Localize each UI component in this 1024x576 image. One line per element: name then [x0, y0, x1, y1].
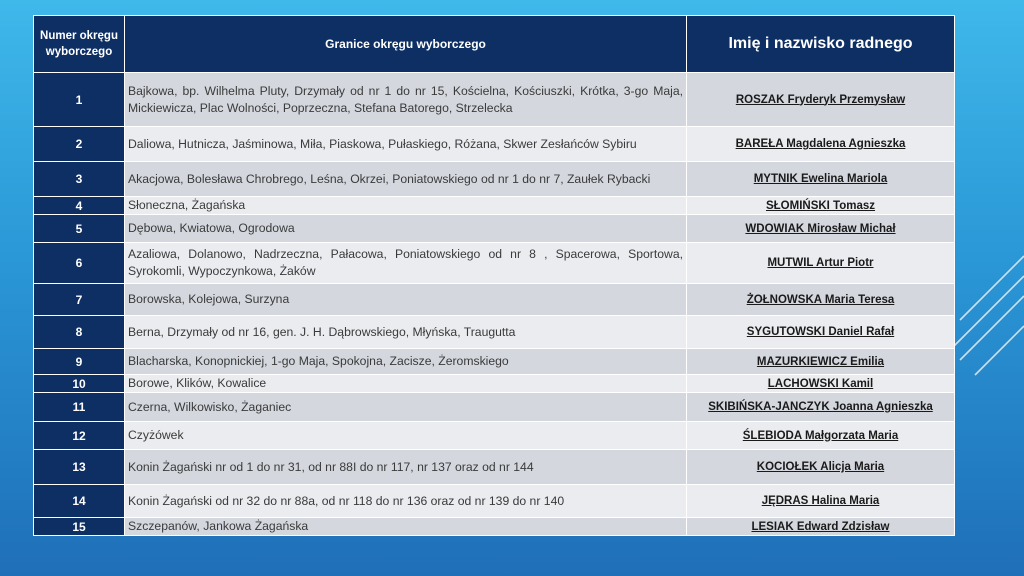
district-number: 2 [34, 127, 125, 162]
table-row [34, 349, 955, 375]
district-boundaries: Konin Żagański od nr 32 do nr 88a, od nr 118 do nr 136 oraz od nr 139 do nr 140 [125, 485, 687, 518]
district-number: 14 [34, 485, 125, 518]
councillor-name: MUTWIL Artur Piotr [687, 243, 955, 284]
electoral-districts-table [33, 15, 955, 536]
councillor-name: WDOWIAK Mirosław Michał [687, 215, 955, 243]
district-boundaries: Azaliowa, Dolanowo, Nadrzeczna, Pałacowa, Poniatowskiego od nr 8 , Spacerowa, Sportowa, Syrokomli, Wypoczynkowa, Żaków [125, 243, 687, 284]
district-number: 10 [34, 375, 125, 393]
councillor-name: ŚLEBIODA Małgorzata Maria [687, 422, 955, 450]
table-row [34, 450, 955, 485]
district-number: 15 [34, 518, 125, 536]
district-boundaries: Czerna, Wilkowisko, Żaganiec [125, 393, 687, 422]
district-number: 6 [34, 243, 125, 284]
councillor-name: KOCIOŁEK Alicja Maria [687, 450, 955, 485]
councillor-name: ROSZAK Fryderyk Przemysław [687, 73, 955, 127]
district-boundaries: Borowska, Kolejowa, Surzyna [125, 284, 687, 316]
table-row [34, 375, 955, 393]
district-number: 4 [34, 197, 125, 215]
table-row [34, 197, 955, 215]
table-row [34, 518, 955, 536]
councillor-name: ŻOŁNOWSKA Maria Teresa [687, 284, 955, 316]
councillor-name: BAREŁA Magdalena Agnieszka [687, 127, 955, 162]
district-number: 13 [34, 450, 125, 485]
district-boundaries: Akacjowa, Bolesława Chrobrego, Leśna, Okrzei, Poniatowskiego od nr 1 do nr 7, Zaułek Rybacki [125, 162, 687, 197]
header-district-number: Numer okręgu wyborczego [34, 16, 125, 73]
table-row [34, 284, 955, 316]
table-row [34, 127, 955, 162]
district-boundaries: Berna, Drzymały od nr 16, gen. J. H. Dąbrowskiego, Młyńska, Traugutta [125, 316, 687, 349]
table-header-row [34, 16, 955, 73]
table-row [34, 393, 955, 422]
district-boundaries: Bajkowa, bp. Wilhelma Pluty, Drzymały od nr 1 do nr 15, Kościelna, Kościuszki, Krótka, 3-go Maja, Mickiewicza, Plac Wolności, Poprzeczna, Stefana Batorego, Strzelecka [125, 73, 687, 127]
table-row [34, 162, 955, 197]
district-boundaries: Konin Żagański nr od 1 do nr 31, od nr 88I do nr 117, nr 137 oraz od nr 144 [125, 450, 687, 485]
councillor-name: LACHOWSKI Kamil [687, 375, 955, 393]
councillor-name: SYGUTOWSKI Daniel Rafał [687, 316, 955, 349]
district-boundaries: Czyżówek [125, 422, 687, 450]
councillor-name: MYTNIK Ewelina Mariola [687, 162, 955, 197]
header-district-boundaries: Granice okręgu wyborczego [125, 16, 687, 73]
councillor-name: LESIAK Edward Zdzisław [687, 518, 955, 536]
district-boundaries: Daliowa, Hutnicza, Jaśminowa, Miła, Piaskowa, Pułaskiego, Różana, Skwer Zesłańców Sybiru [125, 127, 687, 162]
district-boundaries: Blacharska, Konopnickiej, 1-go Maja, Spokojna, Zacisze, Żeromskiego [125, 349, 687, 375]
table-row [34, 485, 955, 518]
district-boundaries: Borowe, Klików, Kowalice [125, 375, 687, 393]
district-number: 8 [34, 316, 125, 349]
header-councillor-name: Imię i nazwisko radnego [687, 16, 955, 73]
table-row [34, 316, 955, 349]
councillor-name: SKIBIŃSKA-JANCZYK Joanna Agnieszka [687, 393, 955, 422]
district-number: 7 [34, 284, 125, 316]
councillor-name: MAZURKIEWICZ Emilia [687, 349, 955, 375]
district-number: 12 [34, 422, 125, 450]
district-boundaries: Szczepanów, Jankowa Żagańska [125, 518, 687, 536]
councillor-name: SŁOMIŃSKI Tomasz [687, 197, 955, 215]
district-boundaries: Dębowa, Kwiatowa, Ogrodowa [125, 215, 687, 243]
table-row [34, 243, 955, 284]
table-row [34, 73, 955, 127]
table-row [34, 215, 955, 243]
district-number: 3 [34, 162, 125, 197]
district-number: 5 [34, 215, 125, 243]
table-row [34, 422, 955, 450]
district-number: 9 [34, 349, 125, 375]
district-number: 1 [34, 73, 125, 127]
district-boundaries: Słoneczna, Żagańska [125, 197, 687, 215]
councillor-name: JĘDRAS Halina Maria [687, 485, 955, 518]
district-number: 11 [34, 393, 125, 422]
